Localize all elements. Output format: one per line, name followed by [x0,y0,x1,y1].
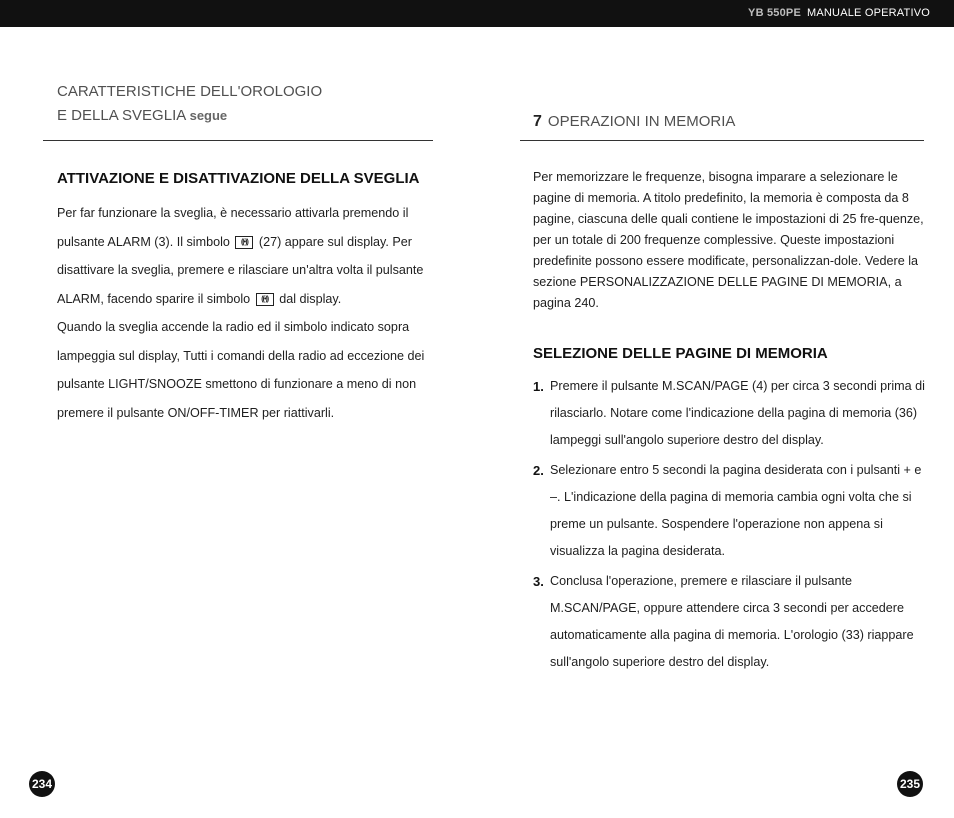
alarm-icon: ((•)) [256,293,274,306]
right-section-title-text: OPERAZIONI IN MEMORIA [547,113,736,130]
page-number-left: 234 [29,771,55,797]
step-text: Premere il pulsante M.SCAN/PAGE (4) per circa 3 secondi prima di rilasciarlo. Notare come l'indicazione della pagina di memoria (36) lampeggi sull'angolo superiore destro del display. [550,379,925,447]
left-p1-part2: (27) appare sul display. Per disattivare la sveglia, premere e rilasciare un'altra volta il pulsante ALARM, facendo sparire il simbolo [57,234,424,306]
right-section-divider [520,140,924,141]
left-p1-part3: dal display. [279,291,342,306]
list-item [533,373,928,454]
left-section-title-line2: E DELLA SVEGLIA [57,107,186,124]
left-section-title-line1: CARATTERISTICHE DELL'OROLOGIO [57,83,323,100]
page-number-right: 235 [897,771,923,797]
section-number: 7 [533,113,542,130]
left-paragraph-2: Quando la sveglia accende la radio ed il simbolo indicato sopra lampeggia sul display, Tutti i comandi della radio ad eccezione dei pulsante LIGHT/SNOOZE smettono di funzionare a meno di non premere il pulsante ON/OFF-TIMER per riattivarli. [57,320,425,420]
left-section-suffix: segue [189,108,228,123]
step-number: 1. [533,379,544,394]
step-number: 2. [533,463,544,478]
right-heading: SELEZIONE DELLE PAGINE DI MEMORIA [533,345,828,362]
alarm-icon: ((•)) [235,236,253,249]
list-item [533,568,928,676]
step-text: Selezionare entro 5 secondi la pagina desiderata con i pulsanti + e –. L'indicazione della pagina di memoria cambia ogni volta che si preme un pulsante. Sospendere l'operazione non appena si visualizza la pagina desiderata. [550,463,922,558]
right-section-title [533,110,923,134]
left-section-divider [43,140,433,141]
right-intro-paragraph: Per memorizzare le frequenze, bisogna imparare a selezionare le pagine di memoria. A titolo predefinito, la memoria è composta da 8 pagine, ciascuna delle quali contiene le impostazioni di 25 fre-quenze, per un totale di 200 frequenze complessive. Queste impostazioni predefinite possono essere modificate, personalizzan-dole. Vedere la sezione PERSONALIZZAZIONE DELLE PAGINE DI MEMORIA, a pagina 240. [533,170,924,310]
model-name: YB 550PE [748,7,801,19]
manual-title: MANUALE OPERATIVO [807,7,930,19]
left-p1-part1: Per far funzionare la sveglia, è necessario attivarla premendo il pulsante ALARM (3). Il simbolo [57,206,409,249]
left-section-title [57,80,437,128]
step-text: Conclusa l'operazione, premere e rilasciare il pulsante M.SCAN/PAGE, oppure attendere circa 3 secondi per accedere automaticamente alla pagina di memoria. L'orologio (33) riappare sull'angolo superiore destro del display. [550,574,914,669]
steps-list [533,373,928,679]
running-header [748,7,930,19]
step-number: 3. [533,574,544,589]
list-item [533,457,928,565]
left-heading: ATTIVAZIONE E DISATTIVAZIONE DELLA SVEGLIA [57,170,420,187]
left-paragraph-1 [57,199,447,313]
running-header-bar [0,0,954,27]
